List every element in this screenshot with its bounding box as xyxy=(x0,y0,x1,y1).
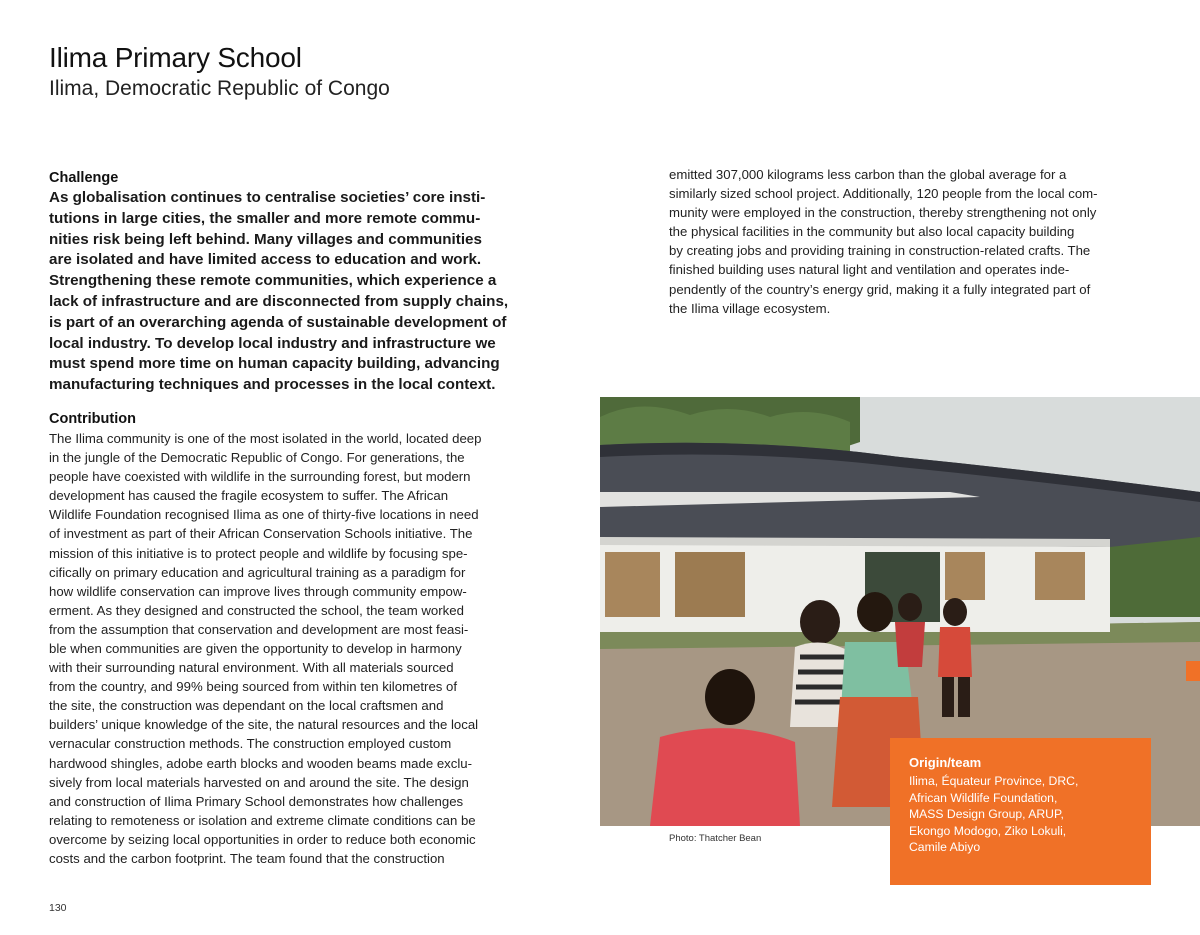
text-line: local industry. To develop local industry and infrastructure we xyxy=(49,334,496,352)
text-line: overcome by seizing local opportunities in order to reduce both economic xyxy=(49,831,476,847)
text-line: with their surrounding natural environment. With all materials sourced xyxy=(49,660,454,676)
text-line: tutions in large cities, the smaller and more remote commu- xyxy=(49,209,481,227)
text-line: builders’ unique knowledge of the site, the natural resources and the local xyxy=(49,717,479,733)
text-line: Ilima, Équateur Province, DRC, xyxy=(909,774,1079,788)
text-line: Strengthening these remote communities, which experience a xyxy=(49,272,497,290)
text-line: are isolated and have limited access to education and work. xyxy=(49,251,482,269)
text-line: cifically on primary education and agricultural training as a paradigm for xyxy=(49,564,466,580)
text-line: African Wildlife Foundation, xyxy=(909,790,1058,805)
text-line: Wildlife Foundation recognised Ilima as one of thirty-five locations in need xyxy=(49,507,479,523)
text-line: pendently of the country’s energy grid, making it a fully integrated part of xyxy=(669,281,1091,297)
text-line: is part of an overarching agenda of sustainable development of xyxy=(49,313,507,331)
text-line: development has caused the fragile ecosystem to suffer. The African xyxy=(49,488,449,504)
text-line: sively from local materials harvested on and around the site. The design xyxy=(49,774,469,790)
text-line: MASS Design Group, ARUP, xyxy=(909,807,1064,822)
right-column xyxy=(669,165,1159,318)
text-line: ble when communities are given the opportunity to develop in harmony xyxy=(49,641,462,656)
text-line: As globalisation continues to centralise societies’ core insti- xyxy=(49,189,486,206)
text-line: vernacular construction methods. The construction employed custom xyxy=(49,736,452,752)
text-line: the physical facilities in the community but also local capacity building xyxy=(669,224,1075,240)
text-line: costs and the carbon footprint. The team found that the construction xyxy=(49,851,445,867)
text-line: Camile Abiyo xyxy=(909,840,981,855)
text-line: similarly sized school project. Additionally, 120 people from the local com- xyxy=(669,186,1098,202)
left-column xyxy=(49,169,539,868)
text-line: the site, the construction was dependant on the local craftsmen and xyxy=(49,698,444,714)
text-line: finished building uses natural light and ventilation and operates inde- xyxy=(669,262,1070,278)
challenge-heading: Challenge xyxy=(49,170,119,186)
text-line: how wildlife conservation can improve lives through community empow- xyxy=(49,583,467,599)
contribution-text-continued xyxy=(669,165,1159,318)
text-line: from the country, and 99% being sourced from within ten kilometres of xyxy=(49,679,458,695)
text-line: mission of this initiative is to protect people and wildlife by focusing spe- xyxy=(49,545,468,561)
text-line: hardwood shingles, adobe earth blocks and wooden beams made exclu- xyxy=(49,755,472,771)
text-line: must spend more time on human capacity building, advancing xyxy=(49,355,500,373)
text-line: manufacturing techniques and processes in the local context. xyxy=(49,376,496,394)
text-line: people have coexisted with wildlife in the surrounding forest, but modern xyxy=(49,469,471,485)
text-line: emitted 307,000 kilograms less carbon than the global average for a xyxy=(669,167,1067,182)
text-line: and construction of Ilima Primary School demonstrates how challenges xyxy=(49,793,464,809)
edge-tab-marker xyxy=(1186,661,1200,681)
origin-heading: Origin/team xyxy=(909,755,982,770)
page-number: 130 xyxy=(49,902,67,914)
contribution-text xyxy=(49,429,539,868)
origin-text xyxy=(909,773,1132,856)
text-line: of investment as part of their African Conservation Schools initiative. The xyxy=(49,526,473,542)
contribution-heading: Contribution xyxy=(49,410,136,427)
text-line: nities risk being left behind. Many villages and communities xyxy=(49,230,482,248)
text-line: from the assumption that conservation and development are most feasi- xyxy=(49,621,469,637)
text-line: erment. As they designed and constructed the school, the team worked xyxy=(49,602,464,618)
text-line: relating to remoteness or isolation and extreme climate conditions can be xyxy=(49,812,476,828)
text-line: the Ilima village ecosystem. xyxy=(669,300,831,316)
text-line: Ekongo Modogo, Ziko Lokuli, xyxy=(909,823,1067,838)
challenge-text xyxy=(49,188,524,396)
text-line: lack of infrastructure and are disconnected from supply chains, xyxy=(49,292,509,310)
text-line: munity were employed in the construction, thereby strengthening not only xyxy=(669,205,1097,221)
page-title: Ilima Primary School xyxy=(49,42,302,73)
page-subtitle: Ilima, Democratic Republic of Congo xyxy=(49,77,390,100)
text-line: in the jungle of the Democratic Republic of Congo. For generations, the xyxy=(49,450,465,466)
text-line: The Ilima community is one of the most isolated in the world, located deep xyxy=(49,430,482,446)
photo-caption: Photo: Thatcher Bean xyxy=(669,833,762,844)
origin-team-box xyxy=(890,738,1151,885)
text-line: by creating jobs and providing training in construction-related crafts. The xyxy=(669,243,1091,259)
